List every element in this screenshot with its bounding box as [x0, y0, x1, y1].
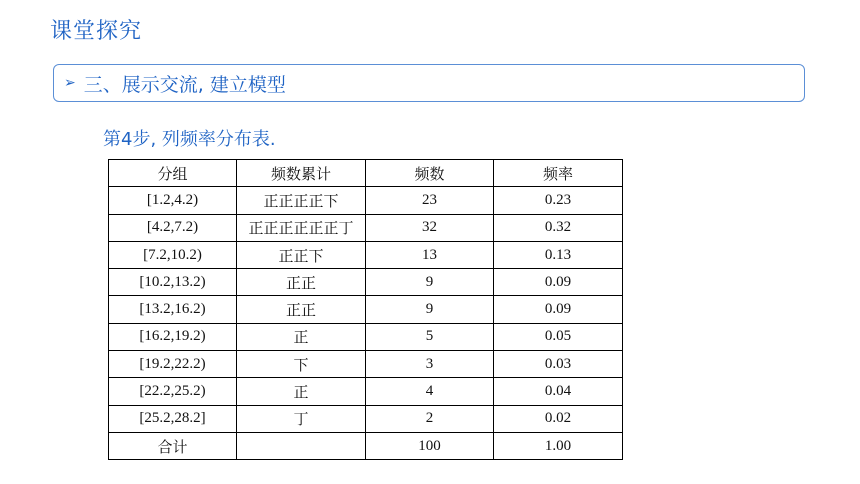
frequency-cell: 9 [366, 269, 494, 296]
column-header-frequency: 频数 [366, 160, 494, 187]
frequency-cell: 5 [366, 323, 494, 350]
relative-frequency-cell: 0.09 [494, 269, 623, 296]
arrow-bullet-icon: ➢ [64, 75, 76, 91]
frequency-cell: 32 [366, 214, 494, 241]
relative-frequency-cell: 0.04 [494, 378, 623, 405]
table-row [109, 241, 623, 268]
table-row [109, 405, 623, 432]
tally-cell: 正正正正下 [237, 187, 366, 214]
frequency-distribution-table [108, 159, 623, 460]
column-header-group: 分组 [109, 160, 237, 187]
tally-cell: 正 [237, 323, 366, 350]
table-row [109, 351, 623, 378]
group-cell: [7.2,10.2) [109, 241, 237, 268]
table-body [109, 187, 623, 460]
relative-frequency-cell: 0.02 [494, 405, 623, 432]
group-cell: [13.2,16.2) [109, 296, 237, 323]
tally-cell: 正正 [237, 269, 366, 296]
page-title: 课堂探究 [50, 19, 143, 44]
frequency-cell: 4 [366, 378, 494, 405]
frequency-cell: 2 [366, 405, 494, 432]
frequency-cell: 3 [366, 351, 494, 378]
section-title: 三、展示交流, 建立模型 [83, 73, 286, 96]
group-cell: [1.2,4.2) [109, 187, 237, 214]
relative-frequency-cell: 0.32 [494, 214, 623, 241]
column-header-relative-frequency: 频率 [494, 160, 623, 187]
total-group-cell: 合计 [109, 432, 237, 459]
section-header [53, 64, 805, 102]
table-total-row [109, 432, 623, 459]
table-row [109, 378, 623, 405]
tally-cell: 下 [237, 351, 366, 378]
group-cell: [10.2,13.2) [109, 269, 237, 296]
table-row [109, 214, 623, 241]
total-relative-frequency-cell: 1.00 [494, 432, 623, 459]
frequency-cell: 13 [366, 241, 494, 268]
group-cell: [22.2,25.2) [109, 378, 237, 405]
tally-cell: 正正下 [237, 241, 366, 268]
relative-frequency-cell: 0.05 [494, 323, 623, 350]
table-header-row [109, 160, 623, 187]
table-row [109, 323, 623, 350]
relative-frequency-cell: 0.03 [494, 351, 623, 378]
frequency-cell: 23 [366, 187, 494, 214]
group-cell: [19.2,22.2) [109, 351, 237, 378]
relative-frequency-cell: 0.23 [494, 187, 623, 214]
column-header-tally: 频数累计 [237, 160, 366, 187]
step-title: 第4步, 列频率分布表. [103, 129, 276, 150]
frequency-cell: 9 [366, 296, 494, 323]
relative-frequency-cell: 0.13 [494, 241, 623, 268]
tally-cell: 正正正正正正丁 [237, 214, 366, 241]
total-frequency-cell: 100 [366, 432, 494, 459]
tally-cell: 正 [237, 378, 366, 405]
relative-frequency-cell: 0.09 [494, 296, 623, 323]
total-tally-cell [237, 432, 366, 459]
group-cell: [25.2,28.2] [109, 405, 237, 432]
table-row [109, 296, 623, 323]
table-row [109, 187, 623, 214]
table-row [109, 269, 623, 296]
tally-cell: 丁 [237, 405, 366, 432]
group-cell: [16.2,19.2) [109, 323, 237, 350]
group-cell: [4.2,7.2) [109, 214, 237, 241]
tally-cell: 正正 [237, 296, 366, 323]
